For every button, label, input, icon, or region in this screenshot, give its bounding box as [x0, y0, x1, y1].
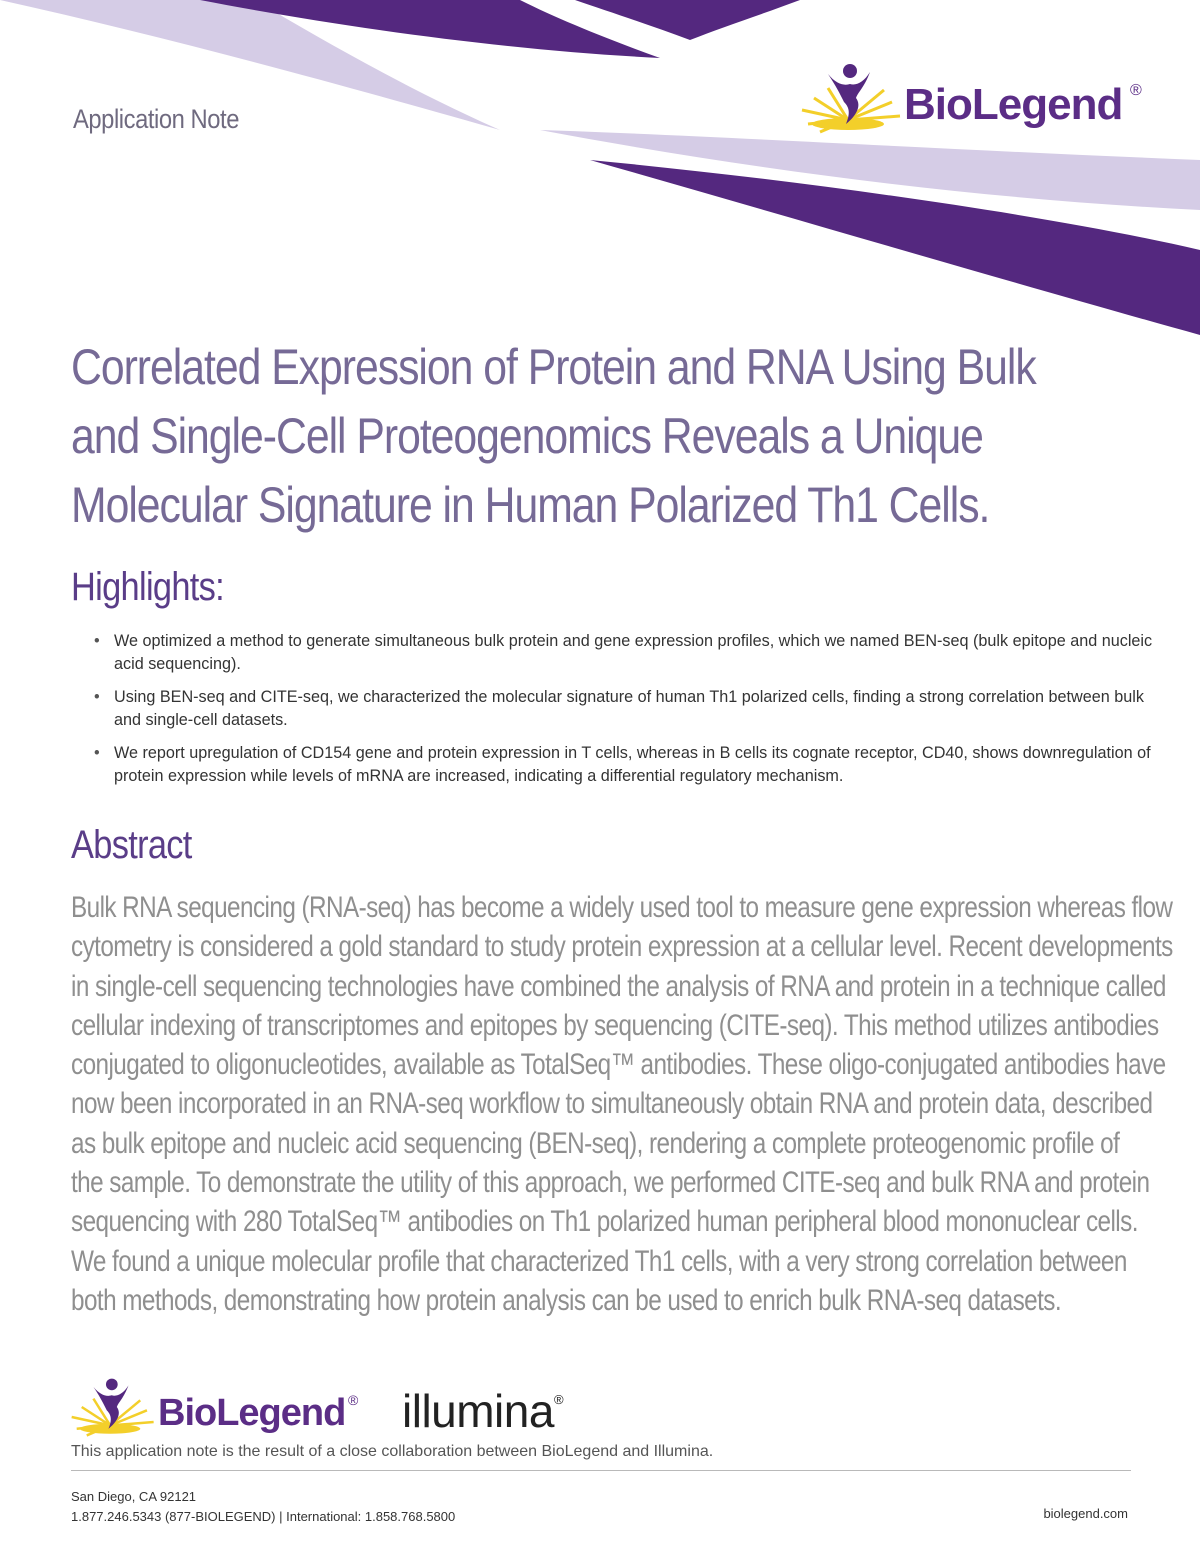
abstract-line: cytometry is considered a gold standard to study protein expression at a cellular level. Recent developments: [71, 930, 1173, 964]
title-line: Correlated Expression of Protein and RNA Using Bulk: [71, 339, 1036, 395]
address-line: San Diego, CA 92121: [71, 1489, 197, 1504]
abstract-line: both methods, demonstrating how protein analysis can be used to enrich bulk RNA-seq datasets.: [71, 1283, 1062, 1317]
footer-biolegend-logo: [70, 1372, 370, 1442]
abstract-line: the sample. To demonstrate the utility of this approach, we performed CITE-seq and bulk RNA and protein: [71, 1166, 1150, 1200]
bullet-icon: •: [94, 632, 100, 650]
abstract-heading: Abstract: [71, 823, 192, 867]
page-title: [71, 333, 1036, 540]
highlights-heading: Highlights:: [71, 565, 225, 609]
title-line: Molecular Signature in Human Polarized Th1 Cells.: [71, 477, 990, 533]
abstract-line: now been incorporated in an RNA-seq workflow to simultaneously obtain RNA and protein data, described: [71, 1087, 1153, 1121]
biolegend-figure-icon: [70, 1372, 162, 1442]
phone-line: 1.877.246.5343 (877-BIOLEGEND) | International: 1.858.768.5800: [71, 1509, 456, 1524]
highlight-text: We report upregulation of CD154 gene and protein expression in T cells, whereas in B cells its cognate receptor, CD40, shows downregulation of protein expression while levels of mRNA are increased, indicating a differential regulatory mechanism.: [114, 744, 1151, 785]
registered-mark: ®: [348, 1392, 359, 1408]
abstract-line: We found a unique molecular profile that characterized Th1 cells, with a very strong correlation between: [71, 1244, 1127, 1278]
abstract-line: as bulk epitope and nucleic acid sequencing (BEN-seq), rendering a complete proteogenomic profile of: [71, 1126, 1120, 1160]
abstract-line: in single-cell sequencing technologies have combined the analysis of RNA and protein in a technique called: [71, 969, 1166, 1003]
registered-mark: ®: [553, 1392, 564, 1407]
highlights-list: [94, 630, 1154, 798]
highlight-text: Using BEN-seq and CITE-seq, we characterized the molecular signature of human Th1 polarized cells, finding a strong correlation between bulk and single-cell datasets.: [114, 688, 1144, 729]
highlight-item: [94, 630, 1154, 676]
abstract-line: sequencing with 280 TotalSeq™ antibodies on Th1 polarized human peripheral blood mononuclear cells.: [71, 1205, 1138, 1239]
title-line: and Single-Cell Proteogenomics Reveals a Unique: [71, 408, 983, 464]
footer-divider: [71, 1470, 1131, 1471]
abstract-line: conjugated to oligonucleotides, available as TotalSeq™ antibodies. These oligo-conjugated antibodies have: [71, 1048, 1166, 1082]
website-link[interactable]: biolegend.com: [1043, 1506, 1128, 1521]
highlight-item: [94, 742, 1154, 788]
highlight-text: We optimized a method to generate simultaneous bulk protein and gene expression profiles, which we named BEN-seq (bulk epitope and nucleic acid sequencing).: [114, 632, 1153, 673]
illumina-logo: [402, 1384, 563, 1438]
highlight-item: [94, 686, 1154, 732]
document-type-label: Application Note: [73, 104, 239, 134]
bullet-icon: •: [94, 688, 100, 706]
abstract-line: cellular indexing of transcriptomes and epitopes by sequencing (CITE-seq). This method utilizes antibodies: [71, 1008, 1159, 1042]
contact-block: [71, 1487, 455, 1527]
abstract-line: Bulk RNA sequencing (RNA-seq) has become a widely used tool to measure gene expression whereas flow: [71, 891, 1173, 924]
abstract-body: [71, 888, 1173, 1320]
collaboration-note: This application note is the result of a close collaboration between BioLegend and Illumina.: [71, 1443, 714, 1460]
biolegend-wordmark: BioLegend: [904, 80, 1123, 129]
biolegend-figure-icon: [800, 58, 910, 138]
bullet-icon: •: [94, 744, 100, 762]
header-swoosh-graphic: [0, 0, 1200, 340]
biolegend-logo: [800, 58, 1145, 138]
illumina-wordmark: illumina: [402, 1385, 554, 1437]
biolegend-wordmark: BioLegend: [158, 1392, 346, 1434]
registered-mark: ®: [1130, 82, 1142, 99]
